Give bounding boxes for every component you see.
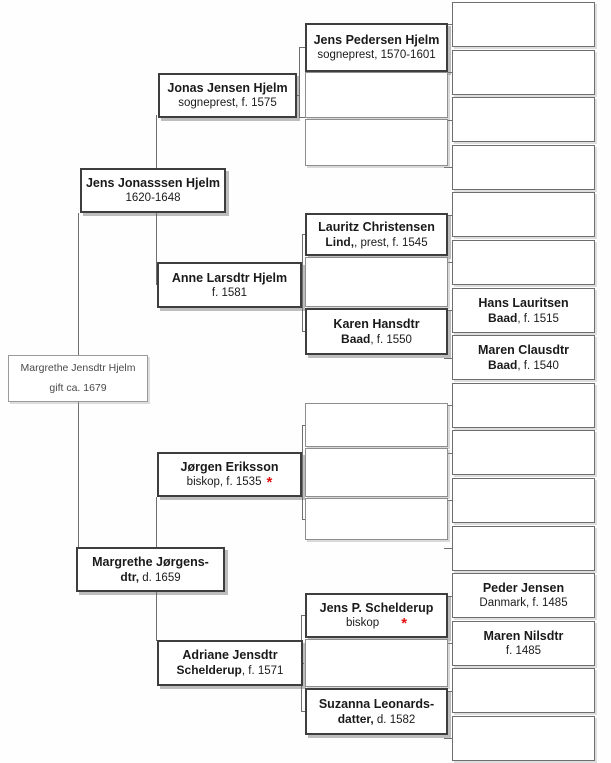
person-name: Suzanna Leonards- (318, 696, 435, 711)
empty-ancestor-box (452, 526, 595, 571)
empty-ancestor-box (452, 192, 595, 237)
person-detail: 1620-1648 (125, 192, 181, 205)
empty-ancestor-box (452, 97, 595, 142)
empty-ancestor-box (305, 72, 448, 118)
empty-ancestor-box (452, 668, 595, 713)
empty-ancestor-box (305, 498, 448, 540)
person-name: Hans Lauritsen (478, 295, 569, 310)
empty-ancestor-box (452, 240, 595, 285)
person-detail: f. 1485 (505, 645, 542, 658)
empty-ancestor-box (452, 716, 595, 761)
person-detail: Baad, f. 1550 (341, 331, 412, 346)
person-detail: datter, d. 1582 (337, 711, 416, 726)
person-box-jorgen-eriksson (157, 452, 302, 497)
person-box-karen-hansdtr-baad (305, 308, 448, 355)
connector-bracket-jonas (299, 47, 300, 118)
person-box-suzanna-leonardsdatter (305, 688, 448, 735)
empty-ancestor-box (305, 119, 448, 166)
empty-ancestor-box (452, 50, 595, 95)
empty-ancestor-box (452, 145, 595, 190)
empty-ancestor-box (452, 478, 595, 523)
person-detail: Schelderup, f. 1571 (176, 663, 284, 678)
person-name: Margrethe Jensdtr Hjelm (20, 362, 136, 375)
person-name: Jonas Jensen Hjelm (167, 81, 288, 96)
person-box-jens-p-schelderup (305, 593, 448, 638)
person-detail: f. 1581 (211, 286, 248, 299)
person-detail: gift ca. 1679 (49, 381, 107, 394)
person-detail: biskop, f. 1535 * (186, 474, 273, 492)
person-name: Maren Clausdtr (478, 342, 569, 357)
person-name: Jens Jonasssen Hjelm (85, 176, 221, 191)
person-detail: Danmark, f. 1485 (479, 597, 568, 610)
person-box-margrethe-jorgensdtr (76, 547, 225, 592)
person-box-peder-jensen (452, 573, 595, 618)
person-name: Jens P. Schelderup (319, 601, 434, 616)
person-name: Lauritz Christensen (318, 219, 435, 234)
empty-ancestor-box (305, 448, 448, 497)
connector-bracket-jorgen (302, 425, 303, 520)
person-box-adriane-jensdtr-schelderup (157, 640, 303, 686)
person-detail: sogneprest, 1570-1601 (317, 49, 436, 62)
person-box-hans-lauritsen-baad (452, 288, 595, 333)
person-name: Margrethe Jørgens- (92, 554, 209, 569)
person-box-anne-larsdtr-hjelm (157, 262, 302, 308)
person-box-jens-jonasssen-hjelm (80, 168, 226, 213)
person-name: Maren Nilsdtr (483, 629, 564, 644)
person-detail: Lind,, prest, f. 1545 (325, 234, 428, 249)
person-box-maren-nilsdtr (452, 621, 595, 666)
red-asterisk-icon: * (266, 474, 273, 492)
connector-bracket-anne (302, 234, 303, 332)
person-detail: Baad, f. 1515 (488, 310, 559, 325)
person-box-jonas-jensen-hjelm (158, 73, 297, 118)
person-detail: biskop * (345, 615, 408, 633)
person-name: Jørgen Eriksson (180, 460, 279, 475)
person-box-margrethe-jensdtr-hjelm (8, 355, 148, 402)
person-name: Jens Pedersen Hjelm (313, 33, 440, 48)
empty-ancestor-box (452, 2, 595, 47)
person-name: Anne Larsdtr Hjelm (171, 270, 288, 285)
empty-ancestor-box (452, 430, 595, 475)
empty-ancestor-box (305, 639, 448, 687)
person-box-lauritz-christensen-lind (305, 213, 448, 256)
person-detail: Baad, f. 1540 (488, 357, 559, 372)
person-detail: sogneprest, f. 1575 (178, 97, 277, 110)
person-box-maren-clausdtr-baad (452, 335, 595, 380)
empty-ancestor-box (305, 403, 448, 447)
person-name: Peder Jensen (482, 581, 565, 596)
empty-ancestor-box (305, 257, 448, 307)
red-asterisk-icon: * (401, 615, 408, 633)
person-name: Karen Hansdtr (333, 316, 420, 331)
person-box-jens-pedersen-hjelm (305, 23, 448, 72)
person-detail: dtr, d. 1659 (120, 569, 181, 584)
empty-ancestor-box (452, 383, 595, 428)
person-name: Adriane Jensdtr (182, 648, 278, 663)
